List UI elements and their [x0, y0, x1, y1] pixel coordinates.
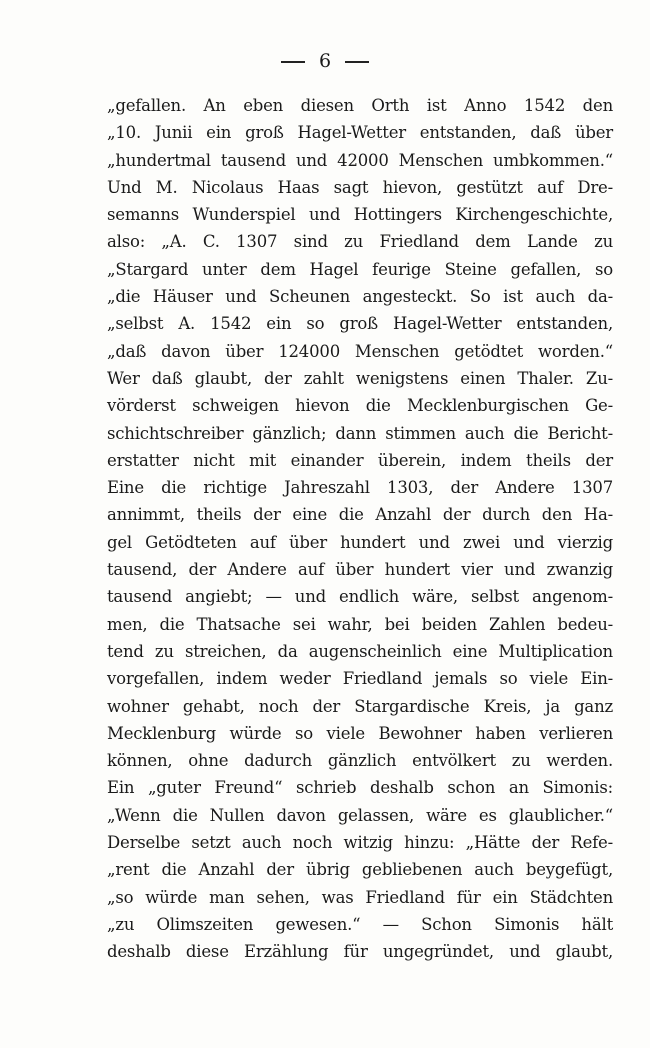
text-line: „rent die Anzahl der übrig gebliebenen auch beygefügt,	[107, 860, 613, 880]
text-line: „daß davon über 124000 Menschen getödtet worden.“	[107, 341, 613, 361]
text-line: Und M. Nicolaus Haas sagt hievon, gestützt auf Dre-	[107, 177, 613, 197]
text-line: Wer daß glaubt, der zahlt wenigstens einen Thaler. Zu-	[107, 368, 613, 388]
text-line: tausend angiebt; — und endlich wäre, selbst angenom-	[107, 587, 613, 607]
text-line: tausend, der Andere auf über hundert vier und zwanzig	[107, 560, 613, 580]
text-line: „Stargard unter dem Hagel feurige Steine gefallen, so	[107, 259, 613, 279]
header-dash-left	[281, 61, 305, 63]
page-number: 6	[318, 50, 332, 72]
text-line: tend zu streichen, da augenscheinlich eine Multiplication	[107, 641, 613, 661]
text-line: „zu Olimszeiten gewesen.“ — Schon Simonis hält	[107, 914, 613, 934]
text-line: Eine die richtige Jahreszahl 1303, der Andere 1307	[107, 478, 613, 498]
text-line: schichtschreiber gänzlich; dann stimmen auch die Bericht-	[107, 423, 613, 443]
page-header	[0, 50, 650, 72]
body-text	[107, 92, 613, 966]
text-line: Derselbe setzt auch noch witzig hinzu: „Hätte der Refe-	[107, 833, 613, 853]
text-line: „Wenn die Nullen davon gelassen, wäre es glaublicher.“	[107, 805, 613, 825]
text-line: also: „A. C. 1307 sind zu Friedland dem Lande zu	[107, 232, 613, 252]
text-line: „so würde man sehen, was Friedland für ein Städchten	[107, 887, 613, 907]
text-line: können, ohne dadurch gänzlich entvölkert zu werden.	[107, 751, 613, 771]
text-line: gel Getödteten auf über hundert und zwei und vierzig	[107, 532, 613, 552]
text-line: semanns Wunderspiel und Hottingers Kirchengeschichte,	[107, 205, 613, 225]
text-line: erstatter nicht mit einander überein, indem theils der	[107, 450, 613, 470]
text-line: Mecklenburg würde so viele Bewohner haben verlieren	[107, 723, 613, 743]
text-line: „gefallen. An eben diesen Orth ist Anno 1542 den	[107, 96, 613, 115]
text-line: „hundertmal tausend und 42000 Menschen umbkommen.“	[107, 150, 613, 170]
text-line: annimmt, theils der eine die Anzahl der durch den Ha-	[107, 505, 613, 525]
text-line: vörderst schweigen hievon die Mecklenburgischen Ge-	[107, 396, 613, 416]
text-line: wohner gehabt, noch der Stargardische Kreis, ja ganz	[107, 696, 613, 716]
text-line: men, die Thatsache sei wahr, bei beiden Zahlen bedeu-	[107, 614, 613, 634]
header-dash-right	[345, 61, 369, 63]
text-line: vorgefallen, indem weder Friedland jemals so viele Ein-	[107, 669, 613, 689]
text-line: „die Häuser und Scheunen angesteckt. So ist auch da-	[107, 287, 613, 307]
text-line: deshalb diese Erzählung für ungegründet, und glaubt,	[107, 942, 613, 962]
text-line: Ein „guter Freund“ schrieb deshalb schon an Simonis:	[107, 778, 613, 798]
text-line: „10. Junii ein groß Hagel-Wetter entstanden, daß über	[107, 123, 613, 143]
text-line: „selbst A. 1542 ein so groß Hagel-Wetter entstanden,	[107, 314, 613, 334]
